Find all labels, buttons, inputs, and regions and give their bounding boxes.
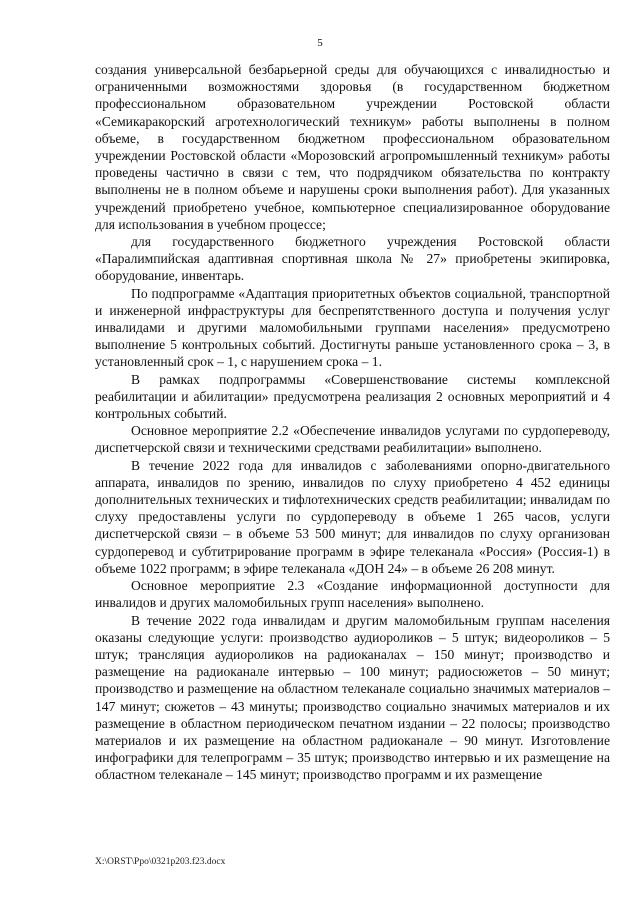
- paragraph-2022-technical-means: В течение 2022 года для инвалидов с заболеваниями опорно-двигательного аппарата, инвалидов по зрению, инвалидов по слуху приобретено 4 452 единицы дополнительных технических и тифлотехнических средств реабилитации; инвалидам по слуху предоставлены услуги по сурдопереводу в объеме 1 265 часов, услуги диспетчерской связи – в объеме 53 500 минут; для инвалидов по слуху организован сурдоперевод и субтитрирование программ в эфире телеканала «Россия» (Россия-1) в объеме 1022 программ; в эфире телеканала «ДОН 24» – в объеме 26 208 минут.: [95, 457, 611, 576]
- document-body: [95, 61, 610, 784]
- paragraph-measure-2-2: Основное мероприятие 2.2 «Обеспечение инвалидов услугами по сурдопереводу, диспетчерской связи и техническими средствами реабилитации» выполнено.: [95, 423, 610, 456]
- paragraph-subprogram-adaptation: По подпрограмме «Адаптация приоритетных объектов социальной, транспортной и инженерной инфраструктуры для беспрепятственного доступа и получения услуг инвалидами и другими маломобильными группами населения» предусмотрено выполнение 5 контрольных событий. Достигнуты раньше установленного срока – 3, в установленный срок – 1, с нарушением срока – 1.: [95, 285, 610, 370]
- paragraph-2022-services: В течение 2022 года инвалидам и другим маломобильным группам населения оказаны следующие услуги: производство аудиороликов – 5 штук; видеороликов – 5 штук; трансляция аудиороликов на радиоканалах – 150 минут; производство и размещение на радиоканале интервью – 100 минут; радиосюжетов – 50 минут; производство и размещение на областном телеканале социально значимых материалов – 147 минут; сюжетов – 43 минуты; производство социально значимых материалов и их размещение в областном периодическом печатном издании – 22 полосы; производство материалов и их размещение на областном радиоканале – 90 минут. Изготовление инфографики для телепрограмм – 35 штук; производство интервью и их размещение на областном телеканале – 145 минут; производство программ и их размещение: [95, 612, 610, 783]
- paragraph-subprogram-rehabilitation: В рамках подпрограммы «Совершенствование системы комплексной реабилитации и абилитации» предусмотрена реализация 2 основных мероприятий и 4 контрольных событий.: [95, 371, 610, 422]
- paragraph-measure-2-3: Основное мероприятие 2.3 «Создание информационной доступности для инвалидов и других маломобильных групп населения» выполнено.: [95, 578, 610, 611]
- paragraph-paralympic-school: для государственного бюджетного учреждения Ростовской области «Паралимпийская адаптивная спортивная школа № 27» приобретены экипировка, оборудование, инвентарь.: [95, 234, 610, 284]
- footer-file-path: X:\ORST\Ppo\0321p203.f23.docx: [95, 857, 226, 867]
- paragraph-continuation: создания универсальной безбарьерной среды для обучающихся с инвалидностью и ограниченными возможностями здоровья (в государственном бюджетном профессиональном образовательном учреждении Ростовской области «Семикаракорский агротехнологический техникум» работы выполнены в полном объеме, в государственном бюджетном профессиональном образовательном учреждении Ростовской области «Морозовский агропромышленный техникум» работы проведены частично в связи с тем, что подрядчиком обязательства по контракту выполнены не в полном объеме и нарушены сроки выполнения работ). Для указанных учреждений приобретено учебное, компьютерное специализированное оборудование для использования в учебном процессе;: [95, 62, 610, 232]
- page-number: 5: [317, 37, 323, 49]
